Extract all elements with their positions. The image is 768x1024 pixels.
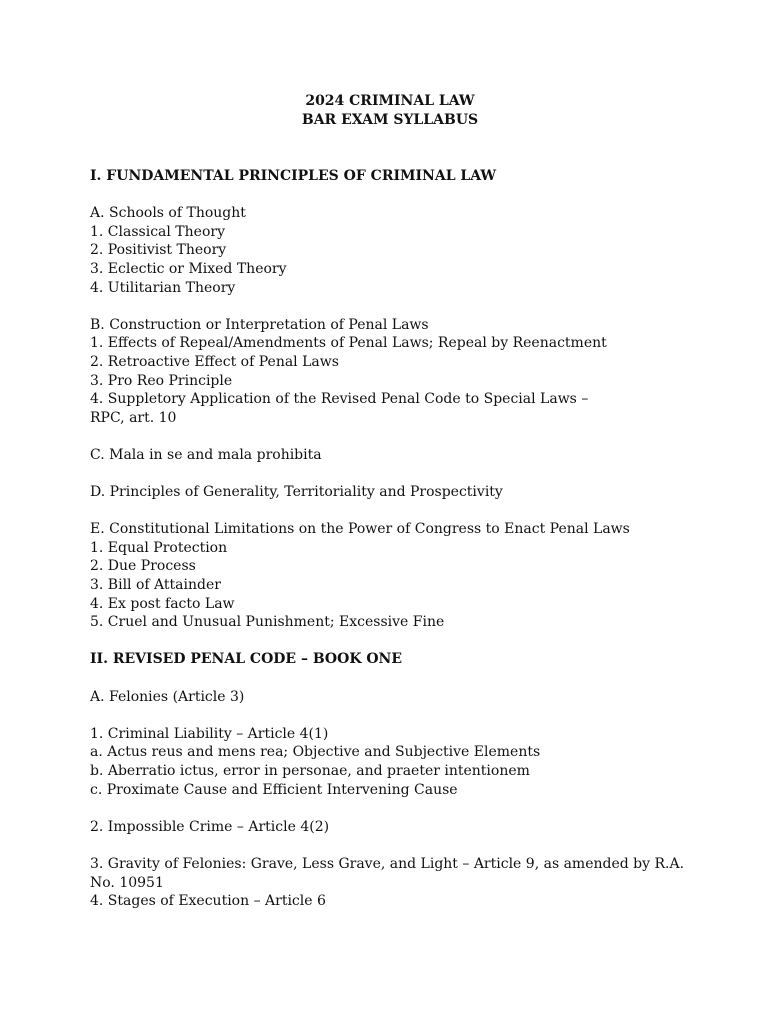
- spacer: [90, 297, 690, 316]
- list-item: c. Proximate Cause and Efficient Intervening Cause: [90, 781, 458, 798]
- subsection-heading-1c: C. Mala in se and mala prohibita: [90, 446, 322, 463]
- item-heading-2-4: 4. Stages of Execution – Article 6: [90, 893, 326, 910]
- list-item: 3. Pro Reo Principle: [90, 372, 233, 389]
- list-item: 2. Retroactive Effect of Penal Laws: [90, 353, 339, 370]
- spacer: [90, 632, 690, 651]
- section-heading-2: II. REVISED PENAL CODE – BOOK ONE: [90, 651, 403, 668]
- list-item: 4. Utilitarian Theory: [90, 279, 236, 296]
- list-item: b. Aberratio ictus, error in personae, and praeter intentionem: [90, 763, 530, 779]
- item-heading-2-2: 2. Impossible Crime – Article 4(2): [90, 818, 330, 835]
- spacer: [90, 427, 690, 446]
- subsection-heading-1e: E. Constitutional Limitations on the Power of Congress to Enact Penal Laws: [90, 521, 630, 538]
- subsection-heading-2a: A. Felonies (Article 3): [90, 688, 245, 705]
- spacer: [90, 186, 690, 205]
- spacer: [90, 130, 690, 167]
- spacer: [90, 836, 690, 855]
- list-item: 4. Suppletory Application of the Revised Penal Code to Special Laws –: [90, 391, 589, 408]
- list-item: 2. Due Process: [90, 558, 196, 575]
- subsection-heading-1a: A. Schools of Thought: [90, 205, 246, 222]
- list-item: a. Actus reus and mens rea; Objective and Subjective Elements: [90, 744, 541, 761]
- document-body: [90, 92, 690, 911]
- list-item: 3. Bill of Attainder: [90, 577, 221, 594]
- list-item: 2. Positivist Theory: [90, 242, 227, 259]
- list-item: 1. Equal Protection: [90, 539, 228, 556]
- list-item-continuation: RPC, art. 10: [90, 409, 177, 426]
- item-heading-2-3: 3. Gravity of Felonies: Grave, Less Grave, and Light – Article 9, as amended by R.A. No. 10951: [90, 855, 685, 891]
- spacer: [90, 799, 690, 818]
- document-title-line2: BAR EXAM SYLLABUS: [301, 112, 479, 128]
- list-item: 4. Ex post facto Law: [90, 595, 235, 612]
- list-item: 1. Effects of Repeal/Amendments of Penal Laws; Repeal by Reenactment: [90, 335, 607, 352]
- subsection-heading-1d: D. Principles of Generality, Territoriality and Prospectivity: [90, 484, 503, 501]
- spacer: [90, 669, 690, 688]
- spacer: [90, 502, 690, 521]
- list-item: 3. Eclectic or Mixed Theory: [90, 260, 287, 277]
- section-heading-1: I. FUNDAMENTAL PRINCIPLES OF CRIMINAL LAW: [90, 168, 497, 184]
- document-title-line1: 2024 CRIMINAL LAW: [305, 93, 475, 109]
- list-item: 5. Cruel and Unusual Punishment; Excessive Fine: [90, 614, 445, 631]
- subsection-heading-1b: B. Construction or Interpretation of Penal Laws: [90, 316, 429, 333]
- spacer: [90, 465, 690, 484]
- list-item: 1. Classical Theory: [90, 223, 225, 240]
- spacer: [90, 706, 690, 725]
- item-heading-2-1: 1. Criminal Liability – Article 4(1): [90, 725, 329, 742]
